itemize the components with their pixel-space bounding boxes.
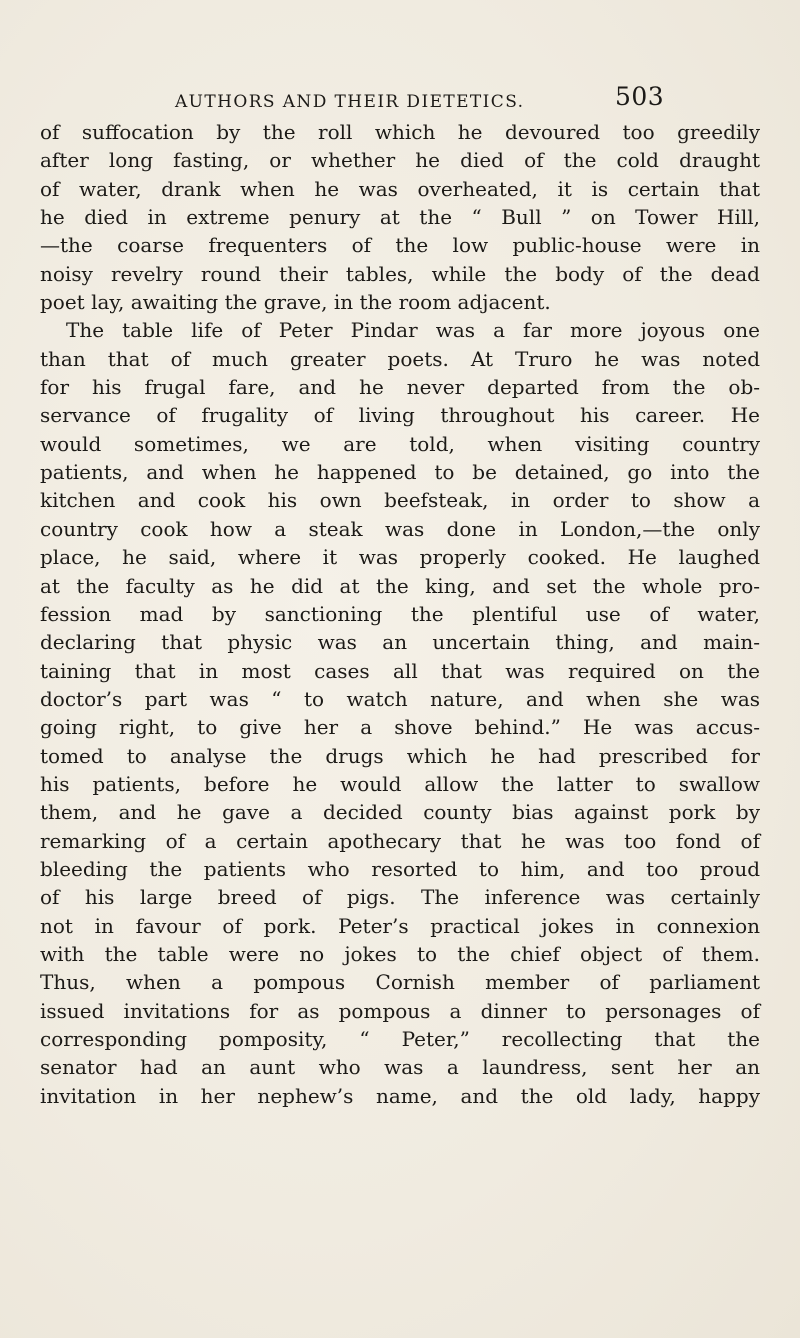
- text-line: his patients, before he would allow the latter to swallow: [40, 771, 760, 796]
- text-line: noisy revelry round their tables, while the body of the dead: [40, 261, 760, 286]
- text-line: tomed to analyse the drugs which he had prescribed for: [40, 743, 760, 768]
- text-line: he died in extreme penury at the “ Bull ” on Tower Hill,: [40, 205, 760, 230]
- text-line: taining that in most cases all that was required on the: [40, 658, 760, 683]
- text-line: poet lay, awaiting the grave, in the room adjacent.: [40, 290, 551, 315]
- text-line: bleeding the patients who resorted to him, and too proud: [40, 856, 760, 881]
- text-line: country cook how a steak was done in London,—the only: [40, 516, 760, 541]
- text-line: senator had an aunt who was a laundress, sent her an: [40, 1055, 760, 1080]
- text-line: invitation in her nephew’s name, and the old lady, happy: [40, 1083, 760, 1108]
- text-line: not in favour of pork. Peter’s practical jokes in connexion: [40, 913, 760, 938]
- running-head: AUTHORS AND THEIR DIETETICS.: [175, 92, 525, 112]
- text-line: would sometimes, we are told, when visiting country: [40, 431, 760, 456]
- text-line: patients, and when he happened to be detained, go into the: [40, 460, 760, 485]
- text-line: declaring that physic was an uncertain thing, and main-: [40, 630, 760, 655]
- text-line: fession mad by sanctioning the plentiful use of water,: [40, 601, 760, 626]
- text-line: kitchen and cook his own beefsteak, in order to show a: [40, 488, 760, 513]
- text-line: remarking of a certain apothecary that he was too fond of: [40, 828, 760, 853]
- page-number: 503: [615, 82, 665, 111]
- text-line: corresponding pomposity, “ Peter,” recollecting that the: [40, 1027, 760, 1051]
- body-text: [40, 118, 760, 1110]
- text-line: with the table were no jokes to the chief object of them.: [40, 941, 760, 966]
- text-line: place, he said, where it was properly cooked. He laughed: [40, 545, 760, 570]
- text-line: going right, to give her a shove behind.” He was accus-: [40, 715, 760, 740]
- text-line: them, and he gave a decided county bias against pork by: [40, 800, 760, 825]
- text-line: doctor’s part was “ to watch nature, and when she was: [40, 686, 760, 711]
- text-line: of suffocation by the roll which he devoured too greedily: [40, 120, 760, 144]
- text-line: servance of frugality of living throughout his career. He: [40, 403, 760, 428]
- text-line: than that of much greater poets. At Truro he was noted: [40, 346, 760, 371]
- paragraph-start-line: The table life of Peter Pindar was a far more joyous one: [66, 318, 760, 343]
- text-line: —the coarse frequenters of the low public-house were in: [40, 233, 760, 258]
- text-line: of water, drank when he was overheated, it is certain that: [40, 176, 760, 201]
- text-line: at the faculty as he did at the king, and set the whole pro-: [40, 573, 760, 598]
- text-line: issued invitations for as pompous a dinner to personages of: [40, 998, 760, 1023]
- text-line: for his frugal fare, and he never departed from the ob-: [40, 375, 760, 400]
- text-line: of his large breed of pigs. The inference was certainly: [40, 885, 760, 910]
- text-line: after long fasting, or whether he died of the cold draught: [40, 148, 760, 173]
- text-line: Thus, when a pompous Cornish member of parliament: [40, 970, 760, 995]
